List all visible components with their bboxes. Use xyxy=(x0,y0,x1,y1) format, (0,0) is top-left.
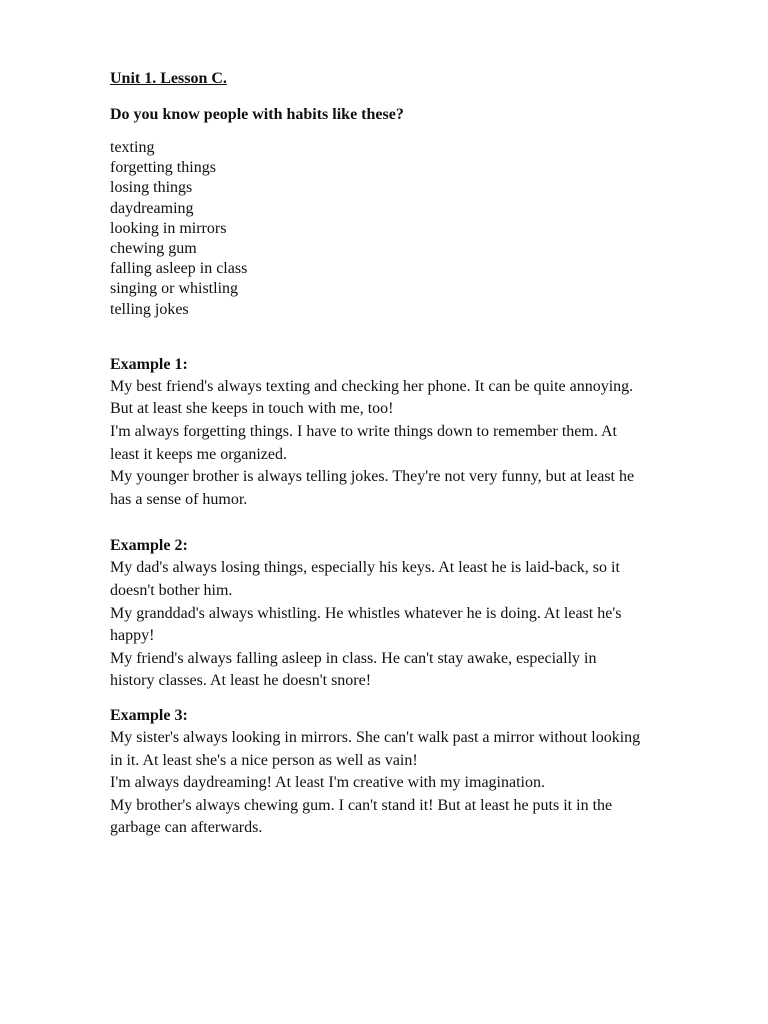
example-line: doesn't bother him. xyxy=(110,581,233,599)
habits-list xyxy=(110,138,720,320)
example-3-section xyxy=(110,704,720,840)
habit-item: texting xyxy=(110,139,155,156)
example-line: happy! xyxy=(110,627,155,645)
example-line: But at least she keeps in touch with me, too! xyxy=(110,400,394,418)
discussion-question: Do you know people with habits like these? xyxy=(110,106,404,123)
example-line: My best friend's always texting and checking her phone. It can be quite annoying. xyxy=(110,377,634,395)
example-1-section xyxy=(110,353,720,512)
example-line: My sister's always looking in mirrors. She can't walk past a mirror without looking xyxy=(110,728,641,746)
example-line: history classes. At least he doesn't snore! xyxy=(110,672,372,690)
example-line: My granddad's always whistling. He whistles whatever he is doing. At least he's xyxy=(110,604,622,622)
example-line: My younger brother is always telling jokes. They're not very funny, but at least he xyxy=(110,468,635,486)
habit-item: singing or whistling xyxy=(110,280,239,298)
habit-item: forgetting things xyxy=(110,159,216,177)
example-line: least it keeps me organized. xyxy=(110,445,287,463)
habit-item: looking in mirrors xyxy=(110,219,227,237)
example-line: My brother's always chewing gum. I can't stand it! But at least he puts it in the xyxy=(110,796,613,814)
example-heading: Example 2: xyxy=(110,537,188,555)
example-line: has a sense of humor. xyxy=(110,490,248,508)
example-line: in it. At least she's a nice person as well as vain! xyxy=(110,751,418,769)
habit-item: chewing gum xyxy=(110,240,197,258)
habit-item: falling asleep in class xyxy=(110,260,248,278)
example-heading: Example 1: xyxy=(110,355,188,373)
habit-item: telling jokes xyxy=(110,300,189,318)
example-line: garbage can afterwards. xyxy=(110,819,263,837)
example-heading: Example 3: xyxy=(110,706,188,724)
example-line: I'm always forgetting things. I have to write things down to remember them. At xyxy=(110,423,617,441)
lesson-title: Unit 1. Lesson C. xyxy=(110,70,227,87)
habit-item: losing things xyxy=(110,179,193,197)
example-line: My dad's always losing things, especially his keys. At least he is laid-back, so it xyxy=(110,559,620,577)
habit-item: daydreaming xyxy=(110,199,194,217)
document-page xyxy=(110,68,720,840)
example-line: I'm always daydreaming! At least I'm creative with my imagination. xyxy=(110,774,545,792)
example-line: My friend's always falling asleep in class. He can't stay awake, especially in xyxy=(110,649,597,667)
example-2-section xyxy=(110,534,720,693)
